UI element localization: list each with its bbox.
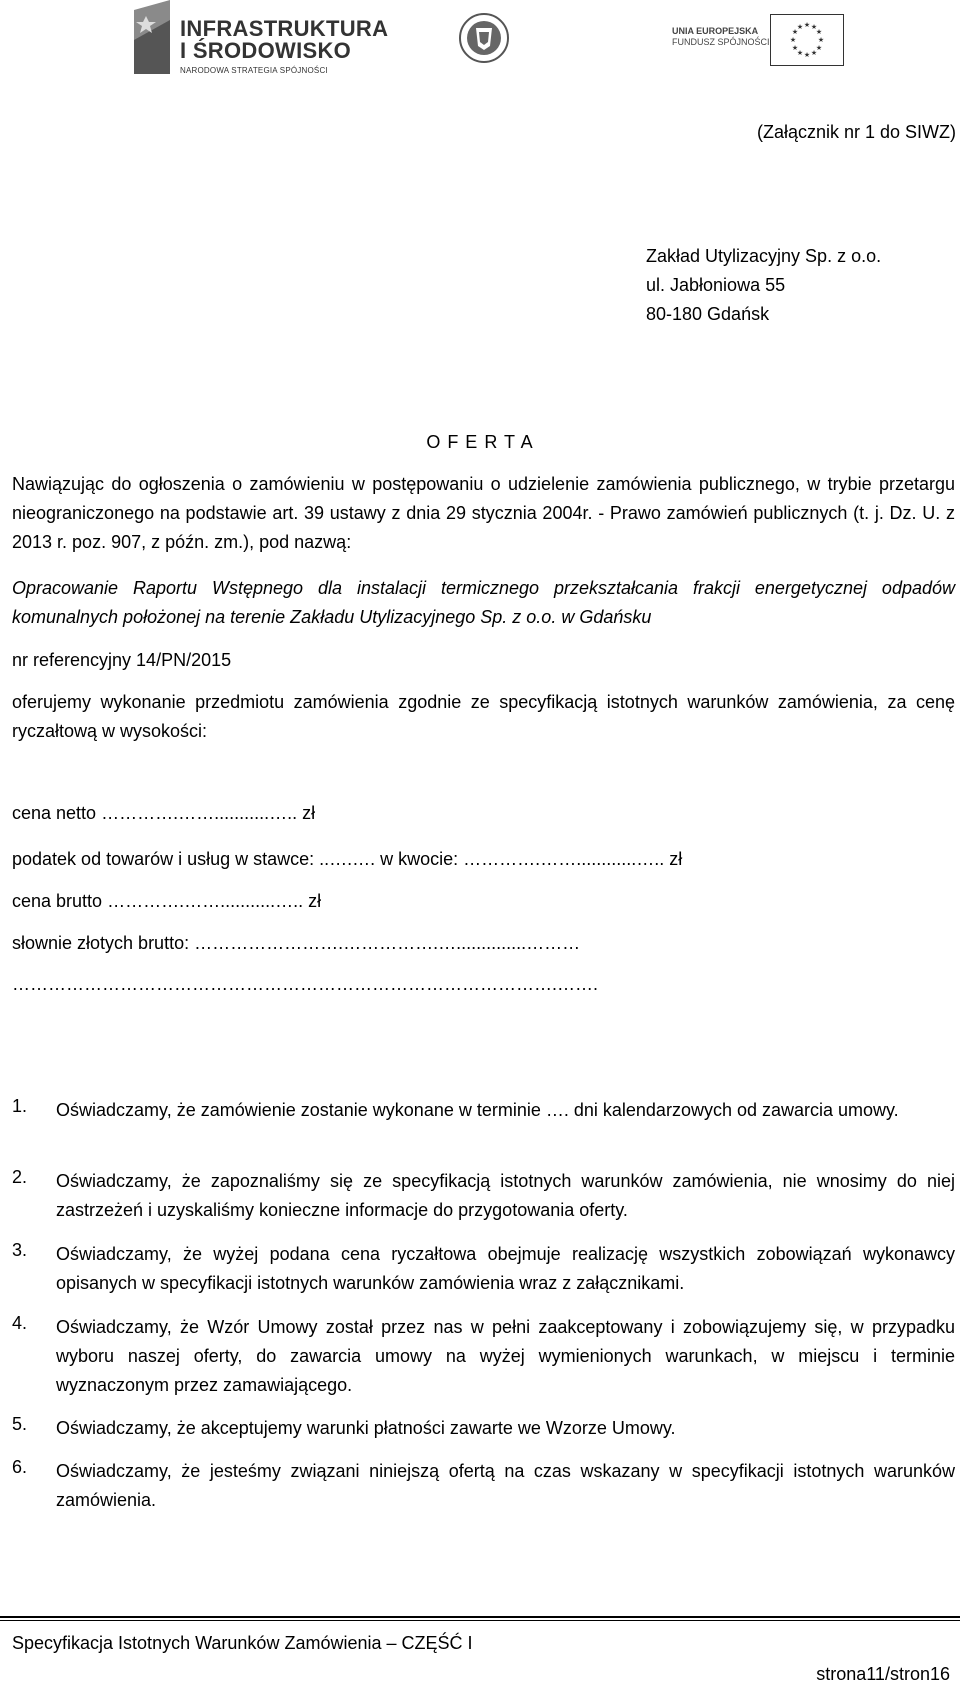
logo-line3: NARODOWA STRATEGIA SPÓJNOŚCI [180,66,328,75]
declaration-text: Oświadczamy, że Wzór Umowy został przez nas w pełni zaakceptowany i zobowiązujemy się, w przypadku wyboru naszej oferty, do zawarcia umowy na wyżej wymienionych warunkach, w miejscu i terminie wyznaczonym przez zamawiającego. [56,1317,955,1395]
svg-text:★: ★ [810,23,818,31]
footer-divider-thin [0,1620,960,1621]
footer-divider [0,1616,960,1618]
reference-number: nr referencyjny 14/PN/2015 [12,650,232,670]
offer-paragraph: oferujemy wykonanie przedmiotu zamówienia zgodnie ze specyfikacją istotnych warunków zamówienia, za cenę ryczałtową w wysokości: [12,692,955,741]
footer-page-number: strona11/stron16 [816,1664,950,1684]
recipient-address [646,242,881,329]
svg-text:★: ★ [815,28,823,36]
attachment-label: (Załącznik nr 1 do SIWZ) [756,122,956,142]
declaration-text: Oświadczamy, że zamówienie zostanie wykonane w terminie …. dni kalendarzowych od zawarcia umowy. [56,1100,899,1120]
price-in-words: słownie złotych brutto: …………………….…………….…..............……… [12,933,581,953]
eu-flag-icon [770,14,844,66]
offer-title: O F E R T A [426,432,534,452]
declaration-text: Oświadczamy, że jesteśmy związani niniejszą ofertą na czas wskazany w specyfikacji istotnych warunków zamówienia. [56,1461,955,1510]
is-emblem-icon [132,0,172,76]
institution-seal-icon [458,12,510,68]
price-net: cena netto ………….……...........….. zł [12,803,316,823]
declaration-text: Oświadczamy, że akceptujemy warunki płatności zawarte we Wzorze Umowy. [56,1418,676,1438]
svg-text:★: ★ [810,49,818,57]
declaration-number: 1. [12,1096,28,1116]
svg-text:★: ★ [803,21,811,29]
svg-text:★: ★ [817,36,825,44]
svg-text:★: ★ [796,49,804,57]
infrastruktura-logo [132,0,389,76]
declaration-number: 2. [12,1167,28,1187]
recipient-line2: ul. Jabłoniowa 55 [646,275,786,295]
declaration-text: Oświadczamy, że zapoznaliśmy się ze specyfikacją istotnych warunków zamówienia, nie wnosimy do niej zastrzeżeń i uzyskaliśmy konieczne informacje do przygotowania oferty. [56,1171,955,1220]
footer-spec-title: Specyfikacja Istotnych Warunków Zamówienia – CZĘŚĆ I [12,1633,473,1653]
svg-text:★: ★ [791,28,799,36]
svg-text:★: ★ [815,44,823,52]
eu-line1: UNIA EUROPEJSKA [672,26,759,36]
logo-line1: INFRASTRUKTURA [180,16,389,41]
declaration-number: 3. [12,1240,28,1260]
declaration-number: 6. [12,1457,28,1477]
recipient-line1: Zakład Utylizacyjny Sp. z o.o. [646,246,882,266]
price-tax: podatek od towarów i usług w stawce: ..….…. w kwocie: ………….……............….. zł [12,849,683,869]
svg-text:★: ★ [803,51,811,59]
logo-line2: I ŚRODOWISKO [180,38,352,63]
price-gross: cena brutto ………….……...........….. zł [12,891,322,911]
eu-logo-text [672,26,770,48]
eu-line2: FUNDUSZ SPÓJNOŚCI [672,37,770,47]
project-name: Opracowanie Raportu Wstępnego dla instalacji termicznego przekształcania frakcji energetycznej odpadów komunalnych położonej na terenie Zakładu Utylizacyjnego Sp. z o.o. w Gdańsku [12,578,955,627]
declaration-number: 5. [12,1414,28,1434]
svg-text:★: ★ [789,36,797,44]
svg-text:★: ★ [791,44,799,52]
declaration-number: 4. [12,1313,28,1333]
intro-paragraph: Nawiązując do ogłoszenia o zamówieniu w postępowaniu o udzielenie zamówienia publicznego, w trybie przetargu nieograniczonego na podstawie art. 39 ustawy z dnia 29 stycznia 2004r. - Prawo zamówień publicznych (t. j. Dz. U. z 2013 r. poz. 907, z późn. zm.), pod nazwą: [12,474,955,552]
svg-text:★: ★ [796,23,804,31]
price-in-words-continued: ……………………………………………………………………………….……. [12,974,599,994]
recipient-line3: 80-180 Gdańsk [646,304,770,324]
declaration-text: Oświadczamy, że wyżej podana cena ryczałtowa obejmuje realizację wszystkich zobowiązań wykonawcy opisanych w specyfikacji istotnych warunków zamówienia wraz z załącznikami. [56,1244,955,1293]
